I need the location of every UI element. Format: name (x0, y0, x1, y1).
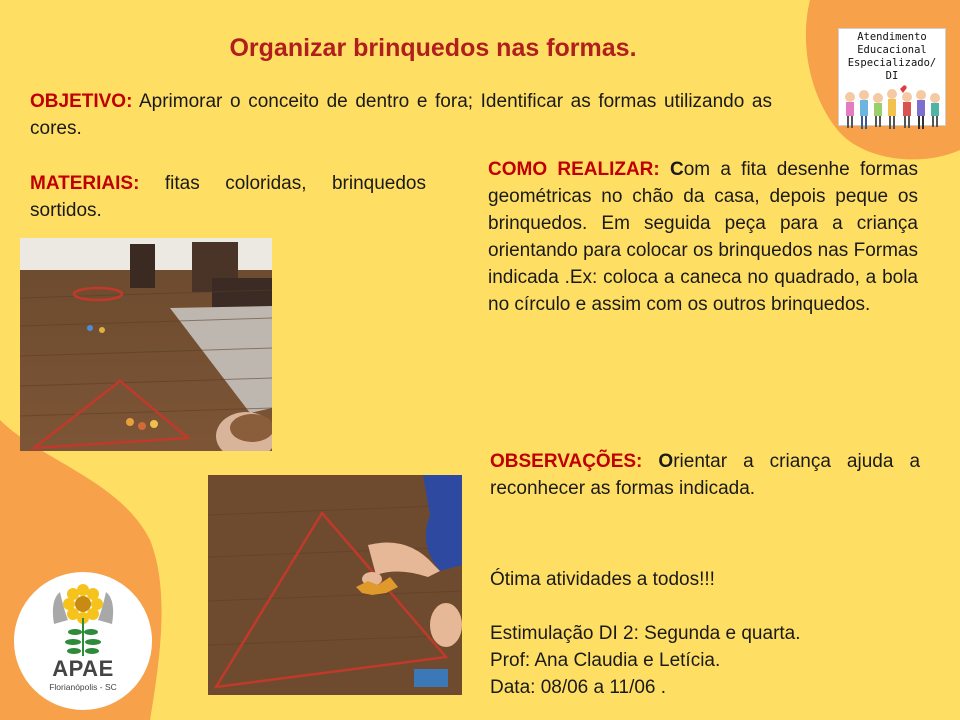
apae-logo (14, 572, 152, 710)
logo-city: Florianópolis - SC (49, 682, 117, 692)
greeting-text: Ótima atividades a todos!!! (490, 569, 715, 590)
observations-label: OBSERVAÇÕES: (490, 451, 643, 472)
observations-first-letter: O (642, 451, 674, 472)
sunflower-icon (48, 580, 118, 662)
teachers-text: Prof: Ana Claudia e Letícia. (490, 650, 721, 671)
page-title: Organizar brinquedos nas formas. (229, 34, 637, 62)
spacer (490, 593, 801, 620)
date-text: Data: 08/06 a 11/06 . (490, 677, 667, 698)
schedule-text: Estimulação DI 2: Segunda e quarta. (490, 623, 801, 644)
badge-line: Educacional (857, 44, 927, 56)
footer-info (490, 566, 801, 701)
floor-shapes-photo (20, 238, 272, 451)
objective-label: OBJETIVO: (30, 91, 133, 112)
objective-text: Aprimorar o conceito de dentro e fora; Identificar as formas utilizando as cores. (30, 91, 772, 139)
materials-text: fitas coloridas, brinquedos sortidos. (30, 173, 426, 221)
badge-line: Atendimento (857, 31, 927, 43)
how-to-first-letter: C (659, 159, 684, 180)
observations-section (490, 448, 920, 502)
how-to-text: om a fita desenhe formas geométricas no chão da casa, depois peque os brinquedos. Em seguida peça para a criança orientando para colocar os brinquedos nas Formas indicada .Ex: coloca a caneca no quadrado, a bola no círculo e assim com os outros brinquedos. (488, 159, 919, 315)
aee-badge (838, 28, 946, 126)
logo-name: APAE (52, 656, 114, 681)
materials-section (30, 170, 426, 224)
how-to-label: COMO REALIZAR: (488, 159, 660, 180)
badge-line: Especializado/ DI (847, 57, 937, 82)
children-illustration (840, 83, 944, 135)
observations-text: rientar a criança ajuda a reconhecer as formas indicada. (490, 451, 921, 499)
objective-section (30, 88, 772, 142)
materials-label: MATERIAIS: (30, 173, 140, 194)
child-playing-photo (208, 475, 462, 695)
how-to-section (488, 156, 918, 318)
